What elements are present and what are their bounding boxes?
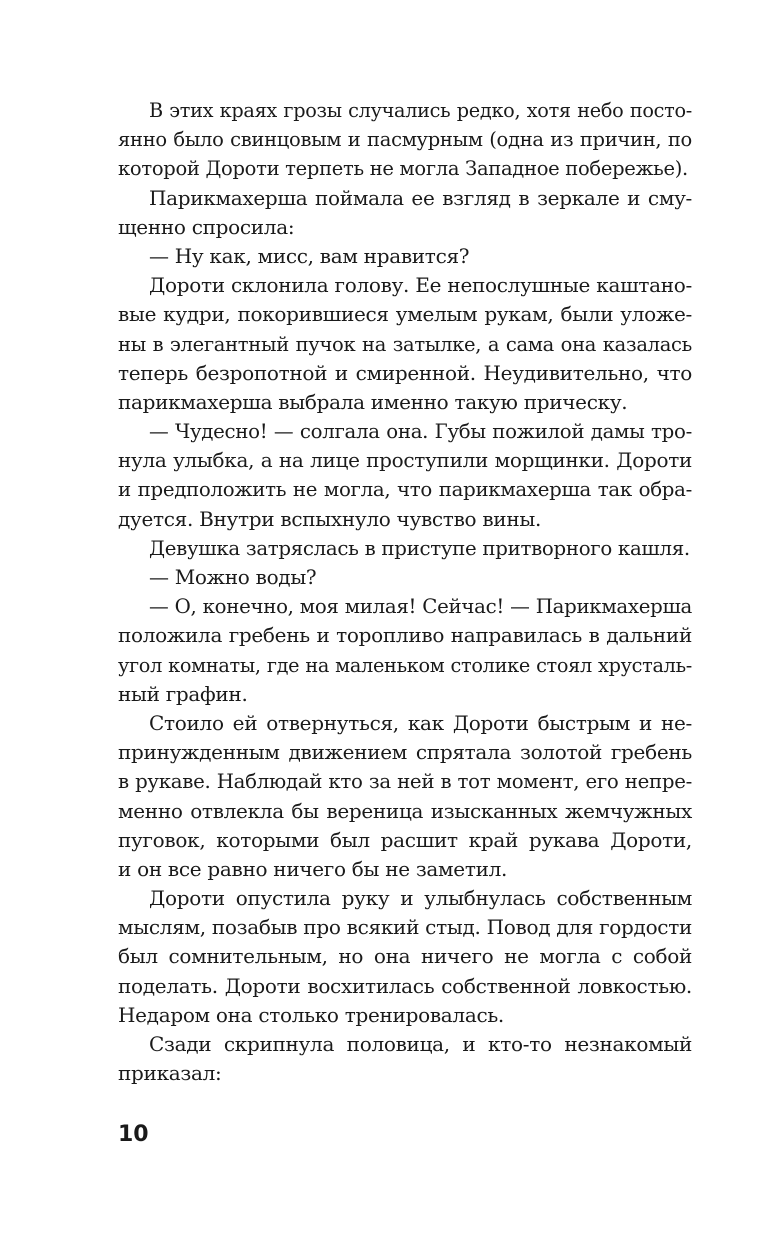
text-line: Дороти опустила руку и улыбнулась собственным xyxy=(149,886,692,911)
paragraph xyxy=(118,534,692,563)
text-line: Сзади скрипнула половица, и кто-то незнакомый xyxy=(149,1032,692,1056)
text-line: положила гребень и торопливо направилась в дальний xyxy=(118,623,692,648)
text-line: ный графин. xyxy=(118,681,248,706)
text-line: — Чудесно! — солгала она. Губы пожилой дамы тро- xyxy=(149,420,692,444)
text-line: Недаром она столько тренировалась. xyxy=(118,1002,504,1027)
paragraph xyxy=(118,884,692,1030)
page-body xyxy=(118,96,692,1088)
page-number: 10 xyxy=(118,1122,149,1147)
text-line: Стоило ей отвернуться, как Дороти быстрым и не- xyxy=(149,710,692,735)
text-line: ны в элегантный пучок на затылке, а сама она казалась xyxy=(118,332,692,356)
text-line: — О, конечно, моя милая! Сейчас! — Парикмахерша xyxy=(149,595,692,619)
paragraph xyxy=(118,242,692,271)
text-line: Дороти склонила голову. Ее непослушные каштано- xyxy=(149,273,692,298)
text-line: был сомнительным, но она ничего не могла с собой xyxy=(118,944,692,969)
paragraph xyxy=(118,271,692,417)
text-line: Парикмахерша поймала ее взгляд в зеркале и сму- xyxy=(149,185,692,210)
text-line: приказал: xyxy=(118,1061,222,1086)
text-line: пуговок, которыми был расшит край рукава Дороти, xyxy=(118,827,692,852)
text-line: поделать. Дороти восхитилась собственной ловкостью. xyxy=(118,973,692,998)
text-line: дуется. Внутри вспыхнуло чувство вины. xyxy=(118,506,542,531)
text-line: которой Дороти терпеть не могла Западное побережье). xyxy=(118,157,688,181)
text-line: щенно спросила: xyxy=(118,214,295,239)
paragraph xyxy=(118,563,692,592)
text-line: янно было свинцовым и пасмурным (одна из причин, по xyxy=(118,128,692,152)
paragraph xyxy=(118,709,692,884)
text-line: — Ну как, мисс, вам нравится? xyxy=(149,243,470,268)
text-line: принужденным движением спрятала золотой гребень xyxy=(118,740,692,765)
text-line: парикмахерша выбрала именно такую прическу. xyxy=(118,389,628,414)
text-line: теперь безропотной и смиренной. Неудивительно, что xyxy=(118,360,692,385)
text-line: — Можно воды? xyxy=(149,565,317,589)
paragraph xyxy=(118,96,692,184)
text-line: и предположить не могла, что парикмахерша так обра- xyxy=(118,478,692,502)
text-line: В этих краях грозы случались редко, хотя небо посто- xyxy=(149,99,692,122)
text-line: в рукаве. Наблюдай кто за ней в тот момент, его непре- xyxy=(118,770,692,794)
paragraph xyxy=(118,184,692,242)
text-line: мыслям, позабыв про всякий стыд. Повод для гордости xyxy=(118,915,692,940)
text-line: менно отвлекла бы вереница изысканных жемчужных xyxy=(118,798,692,823)
text-line: нула улыбка, а на лице проступили морщинки. Дороти xyxy=(118,448,692,473)
text-line: угол комнаты, где на маленьком столике стоял хрусталь- xyxy=(118,653,692,677)
text-line: вые кудри, покорившиеся умелым рукам, были уложе- xyxy=(118,302,692,327)
paragraph xyxy=(118,592,692,709)
paragraph xyxy=(118,1030,692,1088)
text-line: Девушка затряслась в приступе притворного кашля. xyxy=(149,536,690,560)
text-line: и он все равно ничего бы не заметил. xyxy=(118,856,508,881)
paragraph xyxy=(118,417,692,534)
